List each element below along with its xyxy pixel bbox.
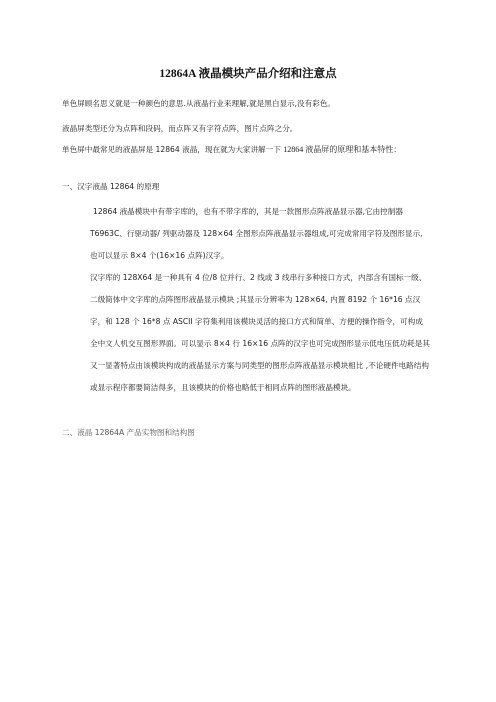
paragraph-intro-2: 液晶屏类型还分为点阵和段码，而点阵又有字符点阵，图片点阵之分。 xyxy=(62,124,298,133)
section-1-heading: 一、汉字液晶 12864 的原理 xyxy=(62,182,160,191)
paragraph-intro-3 xyxy=(62,144,434,156)
section-1-paragraph-2: 汉字库的 128X64 是一种具有 4 位/8 位并行、2 线或 3 线串行多种接口方式，内部含有国标一级、二级简体中文字库的点阵图形液晶显示模块 ;其显示分辨率为 128×64, 内置 8192 个 16*16 点汉字，和 128 个 16*8 点 ASCII 字符集利用该模块灵活的接口方式和简单、方便的操作指令，可构成全中文人机交互图形界面。可以显示 8×4 行 16×16 点阵的汉字也可完成图形显示低电压低功耗是其又一显著特点由该模块构成的液晶显示方案与同类型的图形点阵液晶显示模块相比 ,不论硬件电路结构或显示程序都要简洁得多，且该模块的价格也略低于相同点阵的图形液晶模块。 xyxy=(90,273,430,392)
document-title: 12864A 液晶模块产品介绍和注意点 xyxy=(159,68,337,80)
paragraph-intro-3-text: 单色屏中最常见的液晶屏是 12864 液晶，现在就为大家讲解一下 xyxy=(62,145,284,154)
paragraph-intro-1: 单色屏顾名思义就是一种颜色的意思.从液晶行业来理解,就是黑白显示,没有彩色。 xyxy=(62,99,336,108)
paragraph-intro-3-serif-text: 12864 液晶屏的原理和基本特性： xyxy=(283,145,402,154)
section-2-heading: 二、液晶 12864A 产品实物图和结构图 xyxy=(62,428,195,437)
section-1-paragraph-1: 12864 液晶模块中有带字库的，也有不带字库的，其是一款图形点阵液晶显示器,它由控制器 T6963C、行驱动器/ 列驱动器及 128×64 全图形点阵液晶显示器组成,可完成常用字符及图形显示,也可以显示 8×4 个(16×16 点阵)汉字。 xyxy=(90,207,423,260)
